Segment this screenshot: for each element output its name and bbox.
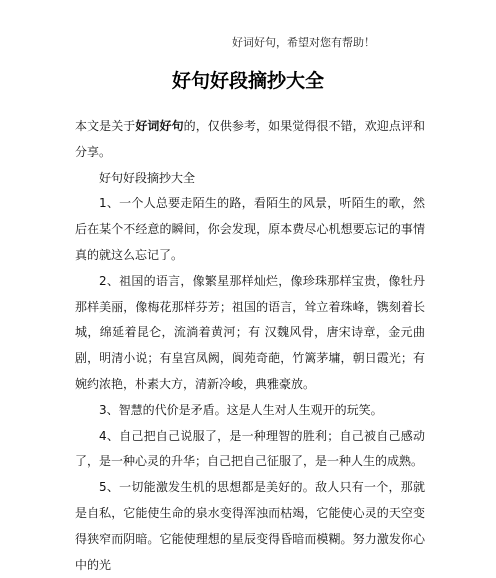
paragraph-5: 5、一切能激发生机的思想都是美好的。敌人只有一个，那就是自私，它能使生命的泉水变得浑浊而枯竭，它能使心灵的天空变得狭窄而阴暗。它能使理想的星辰变得昏暗而模糊。努力激发你心中的光 xyxy=(75,480,425,572)
intro-suffix: 的，仅供参考，如果觉得很不错，欢迎点评和分享。 xyxy=(75,119,425,159)
document-title: 好句好段摘抄大全 xyxy=(171,70,324,92)
paragraph-1: 1、一个人总要走陌生的路，看陌生的风景，听陌生的歌，然后在某个不经意的瞬间，你会发现，原本费尽心机想要忘记的事情真的就这么忘记了。 xyxy=(75,196,425,262)
intro-keyword: 好词好句 xyxy=(135,119,184,133)
paragraph-3: 3、智慧的代价是矛盾。这是人生对人生观开的玩笑。 xyxy=(99,402,383,417)
document-body xyxy=(75,114,425,578)
subheading: 好句好段摘抄大全 xyxy=(99,170,196,185)
header-note: 好词好句，希望对您有帮助！ xyxy=(232,36,375,49)
paragraph-4: 4、自己把自己说服了，是一种理智的胜利；自己被自己感动了，是一种心灵的升华；自己把自己征服了，是一种人生的成熟。 xyxy=(75,428,425,469)
intro-paragraph xyxy=(75,114,425,166)
intro-prefix: 本文是关于 xyxy=(75,119,136,133)
paragraph-2: 2、祖国的语言，像繁星那样灿烂，像珍珠那样宝贵，像牡丹那样美丽，像梅花那样芬芳；祖国的语言，耸立着珠峰，镌刻着长城，绵延着昆仑，流淌着黄河；有 汉魏风骨，唐宋诗章，金元曲剧，明清小说；有皇宫凤阙，阆苑奇葩，竹篱茅墉，朝日霞光；有婉约浓艳，朴素大方，清新冷峻，典雅豪放。 xyxy=(75,273,425,391)
